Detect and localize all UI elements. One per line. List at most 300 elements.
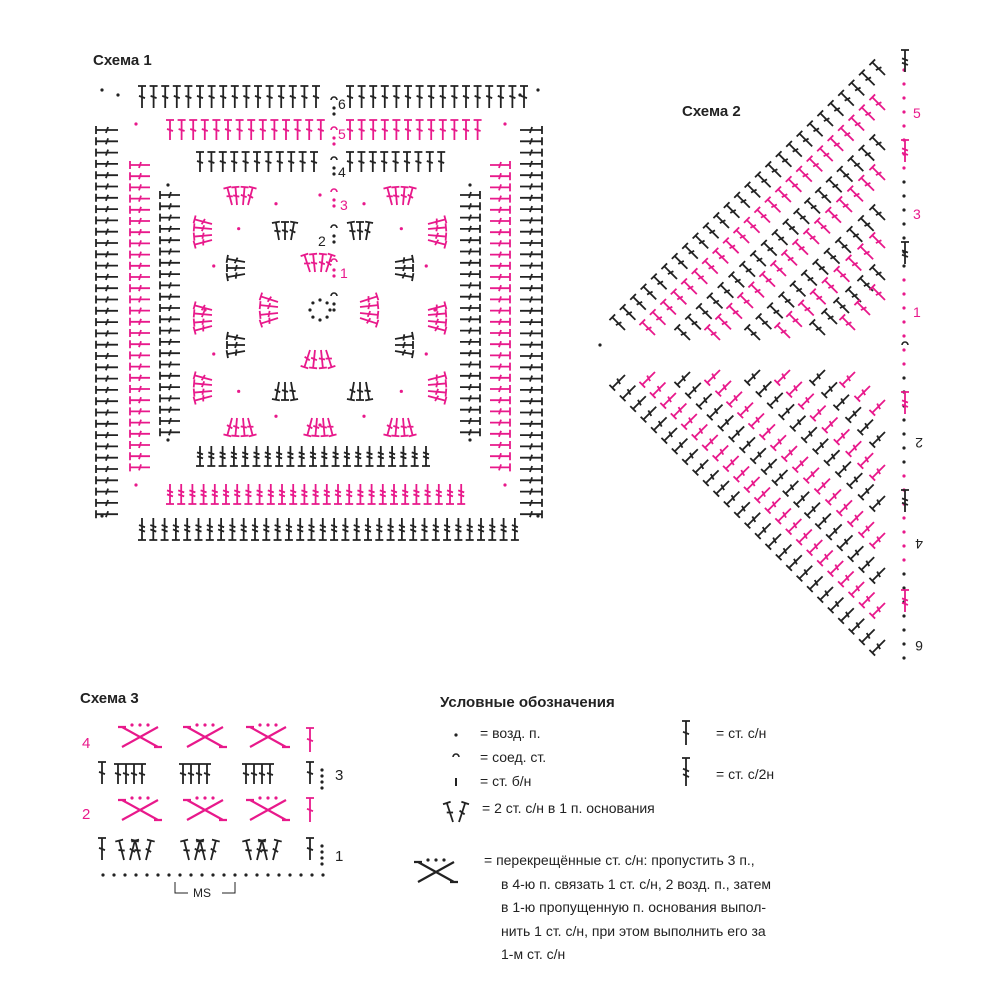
dc-stitch [160,383,180,391]
tr-stroke [320,446,328,466]
tr-stroke [366,446,374,466]
dc-stitch [160,281,180,289]
dc-stitch [173,86,181,108]
chain-dot [332,136,335,139]
dc-stroke [490,385,510,393]
dc-stroke [289,86,297,108]
dc-stroke [869,94,887,112]
dc-stitch [745,510,763,528]
chain-dot [288,873,291,876]
dc-stroke [130,251,150,259]
dc-stitch [130,374,150,382]
dc-stitch [674,369,692,387]
dc-stitch [160,191,180,199]
chain-dot [902,516,905,519]
dc-stroke [734,499,752,517]
dc-stitch [392,152,400,172]
dc-stitch [130,340,150,348]
dc-stroke [160,417,180,425]
dc-stroke [520,262,542,270]
chain-dot [274,723,277,726]
dc-stroke [520,205,542,213]
dc-stitch [630,393,648,411]
dc-stitch [869,134,887,152]
dc-stitch [797,131,815,149]
dc-stitch [497,86,505,108]
tr-stitch [267,484,275,504]
dc-stitch [460,394,480,402]
dc-stroke [460,361,480,369]
dc-stroke [130,318,150,326]
dc-stitch [194,317,213,327]
dc-stroke [520,126,542,134]
dc-stitch [428,379,447,389]
dc-stitch [828,558,846,576]
chain-dot [321,873,324,876]
tr-stitch [166,484,174,504]
dc-stroke [774,367,792,385]
dc-stitch [160,361,180,369]
dc-stitch [520,273,542,281]
tr-stitch [901,590,909,612]
tr-stitch [312,484,320,504]
tr-stroke [422,446,430,466]
tr-stroke [901,490,909,512]
dc-stitch [490,419,510,427]
dc-stroke [98,838,106,860]
dc-stroke [394,270,413,281]
dc-stitch [810,289,828,307]
dc-stroke [96,363,118,371]
dc-stitch [837,166,855,184]
dc-stitch [781,443,799,461]
tr-stitch [354,446,362,466]
chain-dot [189,873,192,876]
dc-stroke [696,391,714,409]
dc-stroke [96,431,118,439]
tr-stitch [241,446,249,466]
dc-stitch [520,454,542,462]
dc-stroke [443,802,457,823]
dc-stitch [130,351,150,359]
dc-stitch [858,482,876,500]
dc-stroke [414,152,422,172]
dc-stitch [258,764,266,784]
dc-stitch [358,86,366,108]
dc-stitch [774,367,792,385]
chain-dot [311,315,314,318]
dc-stroke [161,86,169,108]
dc-stitch [130,463,150,471]
chain-dot [274,202,277,205]
dc-stitch [96,363,118,371]
dc-stitch [287,152,295,172]
dc-stroke [845,404,863,422]
dc-stitch [815,511,833,529]
dc-stroke [520,329,542,337]
tr-stitch [149,518,157,540]
dc-stitch [187,764,195,784]
dc-stroke [756,314,774,332]
tr-stroke [409,518,417,540]
chain-dot [212,352,215,355]
dc-stitch [462,86,470,108]
dc-stroke [520,250,542,258]
dc-stroke [319,418,329,437]
legend-sc-label: = ст. б/н [480,773,532,789]
dc-stroke [801,270,819,288]
dc-stitch [130,318,150,326]
dc-stitch [520,409,542,417]
dc-stroke [490,452,510,460]
tr-stitch [228,518,236,540]
dc-stroke [460,372,480,380]
dc-stroke [96,442,118,450]
dc-stroke [360,301,379,311]
s1-row-6: 6 [338,96,346,112]
dc-stitch [460,202,480,210]
dc-stroke [160,372,180,380]
dc-stitch [96,499,118,507]
dc-stitch [715,314,733,332]
tr-stitch [251,518,259,540]
dc-stitch [195,764,203,784]
dc-stroke [815,187,833,205]
dc-stroke [651,415,669,433]
dc-stitch [660,390,678,408]
dc-stitch [96,318,118,326]
chain-dot [222,873,225,876]
dc-stroke [704,367,722,385]
dc-stroke [869,530,887,548]
dc-stroke [224,120,232,140]
dc-stitch [362,381,373,400]
dc-stroke [775,506,793,524]
slip-stitch [331,157,337,160]
dc-stitch [834,266,852,284]
dc-stroke [849,115,867,133]
dc-stroke [520,273,542,281]
dc-stroke [130,452,150,460]
dc-stroke [362,381,373,400]
dc-stroke [347,381,358,400]
dc-stroke [266,86,274,108]
dc-stroke [520,239,542,247]
chain-dot [318,423,321,426]
dc-stitch [835,237,853,255]
dc-stroke [358,86,366,108]
dc-stroke [490,430,510,438]
dc-stitch [160,315,180,323]
dc-stitch [194,223,213,233]
chain-dot [902,558,905,561]
tr-stitch [412,484,420,504]
dc-stitch [460,259,480,267]
dc-stitch [520,262,542,270]
dc-stitch [639,369,657,387]
chain-dot [266,723,269,726]
dc-stitch [693,233,711,251]
dc-stitch [707,402,725,420]
dc-stroke [462,120,470,140]
dc-stroke [734,192,752,210]
dc-stitch [723,238,741,256]
dc-stroke [194,309,213,319]
dc-stitch [704,324,722,342]
chain-dot [116,93,119,96]
dc-stitch [520,126,542,134]
tr-stroke [343,446,351,466]
dc-stitch [508,86,516,108]
tr-stitch [477,518,485,540]
dc-stroke [490,206,510,214]
chain-dot [328,308,331,311]
dc-stitch [130,284,150,292]
dc-stroke [786,311,804,329]
chain-dot [310,873,313,876]
dc-stitch [756,379,774,397]
dc-stroke [520,341,542,349]
chain-dot [902,320,905,323]
dc-stroke [641,404,659,422]
dc-stroke [130,295,150,303]
dc-stroke [674,369,692,387]
dc-stroke [772,229,790,247]
dc-stitch [260,301,279,311]
dc-stitch [490,340,510,348]
tr-stitch [289,484,297,504]
tr-stitch [298,446,306,466]
dc-stroke [682,243,700,261]
tr-stroke [275,446,283,466]
dc-stitch [641,404,659,422]
dc-stitch [427,120,435,140]
tr-stitch [264,446,272,466]
dc-stroke [160,248,180,256]
chain-dot [442,858,445,861]
chain-dot [311,301,314,304]
dc-stitch [520,250,542,258]
fan-group-r2 [227,332,246,358]
dc-stroke [490,374,510,382]
dc-stroke [460,259,480,267]
dc-stitch [775,186,793,204]
dc-stroke [306,762,314,784]
chain-dot [318,298,321,301]
tr-stroke [138,518,146,540]
legend-tr-label: = ст. с/2н [716,766,775,782]
dc-stitch [718,282,736,300]
dc-stroke [306,838,314,860]
chain-dot [332,106,335,109]
dc-stitch [269,840,282,861]
dc-stitch [299,152,307,172]
tr-stroke [398,518,406,540]
dc-stitch [276,152,284,172]
dc-stroke [779,402,797,420]
dc-stroke [317,120,325,140]
dc-stitch [179,764,187,784]
dc-stroke [520,318,542,326]
tr-stroke [334,484,342,504]
chain-dot [518,93,521,96]
dc-stroke [490,251,510,259]
dc-stroke [130,351,150,359]
dc-stitch [801,424,819,442]
dc-stitch [729,424,747,442]
dc-stitch [859,70,877,88]
dc-stitch [310,152,318,172]
dc-stroke [428,231,447,241]
dc-stroke [490,396,510,404]
dc-stitch [520,465,542,473]
chain-dot [318,193,321,196]
fan-group-r2 [272,222,298,241]
chain-dot [166,183,169,186]
tr-stroke [207,446,215,466]
dc-stitch [224,120,232,140]
dc-stroke [395,341,413,349]
crossed-stitch [118,796,162,820]
tr-stitch [341,518,349,540]
dc-stroke [761,240,779,258]
chain-dot [134,873,137,876]
dc-stroke [287,222,298,241]
dc-stitch [260,309,279,319]
dc-stitch [212,120,220,140]
dc-stitch [702,432,720,450]
dc-stitch [718,413,736,431]
dc-stroke [869,164,887,182]
dc-stroke [394,332,413,343]
tr-stroke [300,484,308,504]
tr-stroke [364,518,372,540]
dc-stroke [674,324,692,342]
dc-stitch [775,506,793,524]
dc-stitch [130,206,150,214]
tr-stitch [901,490,909,512]
chain-dot [320,780,323,783]
crossed-stroke [183,727,227,747]
fan-group-r3 [427,371,446,404]
tr-stitch [138,518,146,540]
dc-stroke [776,542,794,560]
dc-stitch [96,137,118,145]
dc-stroke [639,319,657,337]
dc-stroke [520,160,542,168]
dc-stitch [130,764,138,784]
chain-dot [200,873,203,876]
dc-stitch [748,411,766,429]
dc-stroke [96,386,118,394]
chain-dot [503,122,506,125]
dc-stitch [239,418,249,437]
dc-stitch [813,436,831,454]
fan-group-r3 [223,187,256,206]
dc-stroke [309,254,319,273]
dc-stroke [828,558,846,576]
dc-stroke [783,478,801,496]
dc-stroke [490,340,510,348]
chain-dot [156,873,159,876]
dc-stitch [490,206,510,214]
chain-dot [320,786,323,789]
dc-stitch [130,452,150,460]
dc-stroke [490,463,510,471]
dc-stroke [439,120,447,140]
dc-stroke [160,361,180,369]
dc-stitch [114,764,122,784]
dc-stitch [346,120,354,140]
dc-stitch [306,728,314,752]
dc-stroke [685,314,703,332]
dc-stroke [520,431,542,439]
dc-stroke [242,86,250,108]
dc-stroke [130,764,138,784]
dc-stitch [838,125,856,143]
dc-stroke [804,500,822,518]
dc-stitch [783,219,801,237]
dc-stroke [520,183,542,191]
dc-stroke [253,152,261,172]
dc-stitch [520,431,542,439]
chain-dot [203,308,206,311]
dc-stitch [319,418,329,437]
dc-stroke [287,381,298,400]
dc-stroke [356,382,364,400]
dc-stroke [869,59,887,77]
dc-stitch [369,152,377,172]
dc-stitch [460,270,480,278]
tr-stitch [308,518,316,540]
dc-stitch [437,152,445,172]
dc-stroke [160,202,180,210]
dc-stroke [196,152,204,172]
tr-stroke [285,518,293,540]
dc-stitch [520,86,528,108]
dc-stroke [869,284,887,302]
dc-stitch [776,151,794,169]
dc-stitch [96,476,118,484]
tr-stitch [466,518,474,540]
tr-stitch [195,518,203,540]
chain-dot [902,614,905,617]
crossed-stitch [183,723,227,747]
tr-stitch [379,484,387,504]
dc-stitch [520,137,542,145]
tr-stroke [323,484,331,504]
dc-stitch [786,311,804,329]
dc-stroke [490,273,510,281]
dc-stitch [160,338,180,346]
dc-stroke [460,394,480,402]
dc-stitch [825,207,843,225]
chain-dot [237,390,240,393]
dc-stitch [858,244,876,262]
dc-stroke [346,120,354,140]
chain-dot [318,318,321,321]
dc-stroke [460,338,480,346]
dc-stroke [718,413,736,431]
dc-stroke [130,329,150,337]
dc-stitch [130,251,150,259]
dc-stitch [803,228,821,246]
tr-stitch [320,446,328,466]
dc-stroke [661,263,679,281]
dc-stitch [490,374,510,382]
dc-stroke [796,527,814,545]
tr-stitch [421,518,429,540]
